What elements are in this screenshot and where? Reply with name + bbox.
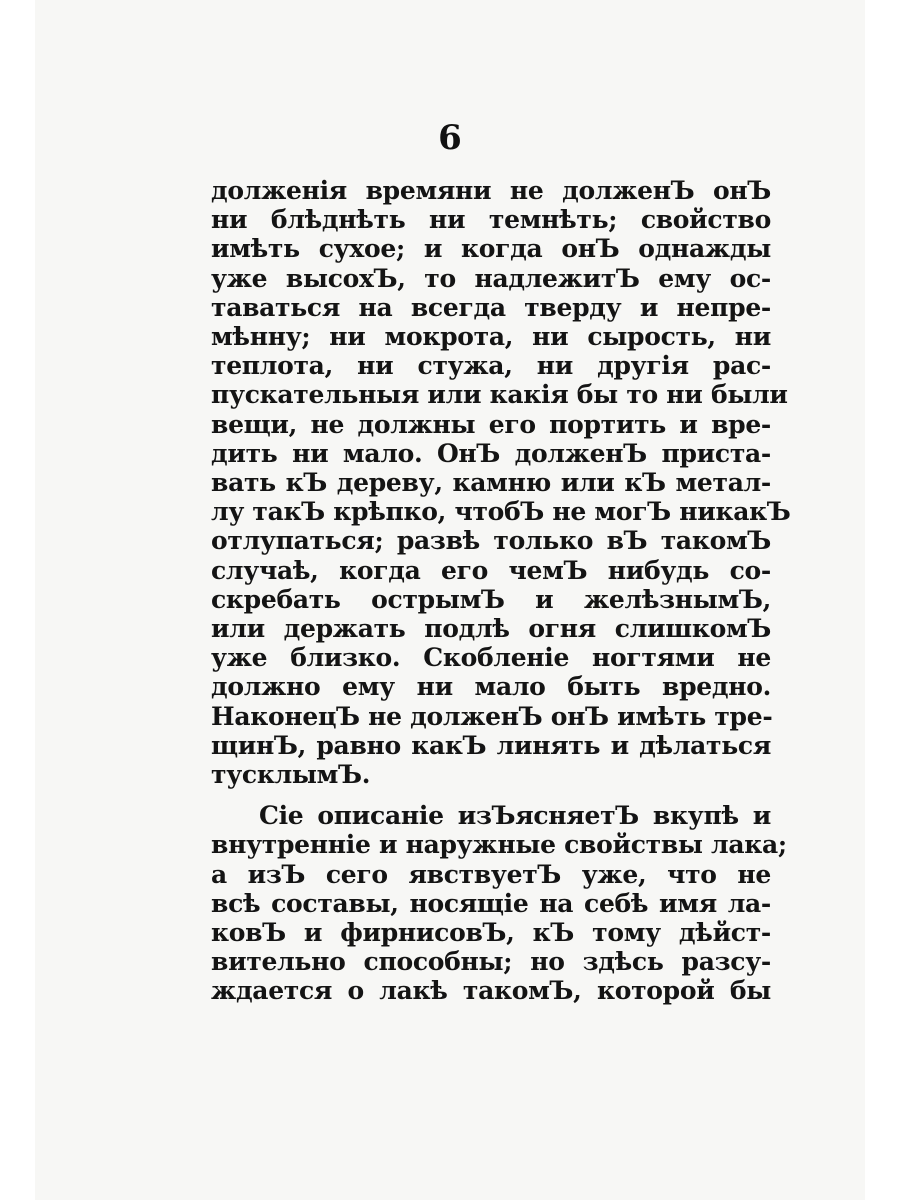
text-line: НаконецЪ не долженЪ онЪ имѣть тре- <box>211 701 773 731</box>
book-page <box>35 0 865 1200</box>
text-line: ждается о лакѣ такомЪ, которой бы <box>211 976 771 1006</box>
text-line: вать кЪ дереву, камню или кЪ метал- <box>211 468 771 498</box>
text-line: Сіе описаніе изЪясняетЪ вкупѣ и <box>259 801 771 831</box>
text-line: щинЪ, равно какЪ линять и дѣлаться <box>211 730 771 760</box>
text-line: тусклымЪ. <box>211 760 371 790</box>
text-line: ни блѣднѣть ни темнѣть; свойство <box>211 205 771 235</box>
text-line: уже высохЪ, то надлежитЪ ему ос- <box>211 263 771 293</box>
paragraph <box>211 801 787 1006</box>
text-line: вещи, не должны его портить и вре- <box>211 409 771 439</box>
text-line: пускательныя или какія бы то ни были <box>211 380 788 410</box>
text-line: отлупаться; развѣ только вЪ такомЪ <box>211 526 771 556</box>
body-text <box>211 176 791 1006</box>
text-line: вительно способны; но здѣсь разсу- <box>211 947 771 977</box>
text-line: лу такЪ крѣпко, чтобЪ не могЪ никакЪ <box>211 497 791 527</box>
text-line: а изЪ сего явствуетЪ уже, что не <box>211 859 771 889</box>
text-line: долженія времяни не долженЪ онЪ <box>211 176 771 205</box>
page-number: 6 <box>438 118 462 158</box>
text-line: или держать подлѣ огня слишкомЪ <box>211 614 771 644</box>
text-line: должно ему ни мало быть вредно. <box>211 672 771 702</box>
text-line: внутренніе и наружные свойствы лака; <box>211 830 787 860</box>
text-line: дить ни мало. ОнЪ долженЪ приста- <box>211 438 771 468</box>
text-line: всѣ составы, носящіе на себѣ имя ла- <box>211 888 771 918</box>
text-line: ковЪ и фирнисовЪ, кЪ тому дѣйст- <box>211 918 771 948</box>
text-line: скребать острымЪ и желѣзнымЪ, <box>211 584 771 614</box>
paragraph-gap <box>211 789 771 801</box>
paragraph <box>211 176 791 790</box>
text-line: теплота, ни стужа, ни другія рас- <box>211 351 771 381</box>
text-line: уже близко. Скобленіе ногтями не <box>211 643 771 673</box>
text-line: случаѣ, когда его чемЪ нибудь со- <box>211 555 771 585</box>
text-line: мѣнну; ни мокрота, ни сырость, ни <box>211 322 771 352</box>
text-line: имѣть сухое; и когда онЪ однажды <box>211 234 771 264</box>
text-line: таваться на всегда тверду и непре- <box>211 292 771 322</box>
